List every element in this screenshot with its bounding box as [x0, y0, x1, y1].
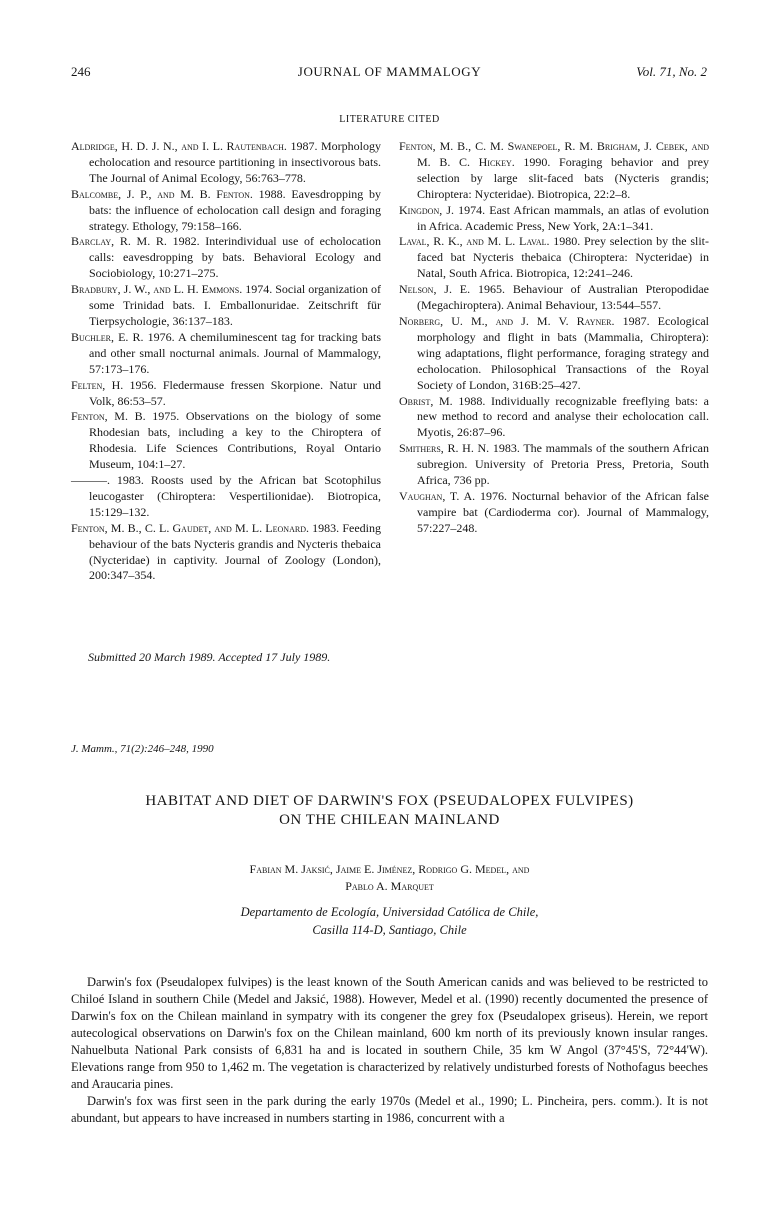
reference-authors: Felten, H.	[71, 377, 124, 392]
reference-text: 1956. Fledermause fressen Skorpione. Natur und Volk, 86:53–57.	[89, 377, 381, 408]
reference-text: 1983. The mammals of the southern African subregion. University of Pretoria Press, Pretoria, South Africa, 736 pp.	[417, 441, 710, 488]
reference-text: 1987. Morphology echolocation and resource partitioning in insectivorous bats. The Journal of Animal Ecology, 56:763–778.	[89, 139, 382, 185]
authors-line1: Fabian M. Jaksić, Jaime E. Jiménez, Rodrigo G. Medel, and	[249, 862, 530, 876]
reference-text: 1976. A chemiluminescent tag for tracking bats and other small nocturnal animals. Journal of Mammalogy, 57:173–176.	[89, 329, 381, 376]
reference-text: 1974. Social organization of some Trinidad bats. I. Emballonuridae. Zeitschrift für Tierpsychologie, 36:137–183.	[89, 282, 381, 328]
volume-info: Vol. 71, No. 2	[636, 64, 707, 79]
reference-authors: ———.	[71, 473, 110, 488]
article-affiliation	[0, 903, 779, 939]
article-citation: J. Mamm., 71(2):246–248, 1990	[71, 743, 214, 755]
article-body	[71, 974, 708, 1127]
reference-text: 1983. Feeding behaviour of the bats Nycteris grandis and Nycteris thebaica (Nycteridae) in captivity. Journal of Zoology (London), 200:347–354.	[89, 520, 381, 583]
reference-entry	[399, 282, 709, 314]
article-title-line2: ON THE CHILEAN MAINLAND	[279, 812, 500, 828]
reference-authors: Smithers, R. H. N.	[399, 441, 490, 456]
reference-authors: Nelson, J. E.	[399, 282, 471, 297]
literature-cited-heading: LITERATURE CITED	[339, 114, 440, 125]
journal-name: JOURNAL OF MAMMALOGY	[297, 64, 482, 79]
reference-text: 1980. Prey selection by the slit-faced bat Nycteris thebaica (Chiroptera: Nycteridae) in Natal, South Africa. Biotropica, 12:241–246.	[417, 234, 709, 281]
reference-text: 1974. East African mammals, an atlas of evolution in Africa. Academic Press, New York, 2A:1–341.	[417, 202, 709, 233]
reference-entry	[399, 394, 709, 442]
reference-text: 1988. Individually recognizable freeflying bats: a new method to record and analyse their echolocation call. Myotis, 26:87–96.	[417, 393, 709, 440]
reference-authors: Laval, R. K., and M. L. Laval.	[399, 234, 550, 249]
references-right-column	[399, 139, 709, 537]
reference-entry	[71, 187, 381, 235]
reference-entry	[399, 203, 709, 235]
reference-authors: Obrist, M.	[399, 393, 453, 408]
reference-text: 1976. Nocturnal behavior of the African false vampire bat (Cardioderma cor). Journal of Mammalogy, 57:227–248.	[417, 488, 709, 535]
article-title-line1: HABITAT AND DIET OF DARWIN'S FOX (PSEUDALOPEX FULVIPES)	[145, 793, 634, 809]
reference-entry	[71, 378, 381, 410]
affiliation-line1: Departamento de Ecología, Universidad Católica de Chile,	[240, 905, 539, 919]
reference-authors: Bradbury, J. W., and L. H. Emmons.	[71, 282, 243, 297]
article-authors	[0, 861, 779, 895]
reference-authors: Fenton, M. B., C. L. Gaudet, and M. L. Leonard.	[71, 520, 309, 535]
body-paragraph: Darwin's fox (Pseudalopex fulvipes) is the least known of the South American canids and was believed to be restricted to Chiloé Island in southern Chile (Medel and Jaksić, 1988). However, Medel et al. (1990) recently documented the presence of Darwin's fox on the Chilean mainland in sympatry with its congener the grey fox (Pseudalopex griseus). Herein, we report autecological observations on Darwin's fox on the Chilean mainland, 600 km north of its previously known insular ranges. Nahuelbuta National Park consists of 6,831 ha and is located in southern Chile, 35 km W Angol (37°45'S, 72°44'W). Elevations range from 950 to 1,462 m. The vegetation is characterized by relatively undisturbed forests of Nothofagus beeches and Araucaria pines.	[71, 975, 708, 1091]
authors-line2: Pablo A. Marquet	[345, 879, 434, 893]
reference-authors: Buchler, E. R.	[71, 329, 144, 344]
reference-entry	[71, 139, 381, 187]
reference-authors: Fenton, M. B.	[71, 409, 146, 424]
article-title	[0, 792, 779, 830]
affiliation-line2: Casilla 114-D, Santiago, Chile	[312, 923, 467, 937]
reference-text: 1988. Eavesdropping by bats: the influence of echolocation call design and foraging strategy. Ethology, 79:158–166.	[89, 186, 381, 233]
reference-authors: Norberg, U. M., and J. M. V. Rayner.	[399, 313, 615, 328]
reference-text: 1965. Behaviour of Australian Pteropodidae (Megachiroptera). Animal Behaviour, 13:544–557.	[417, 282, 709, 313]
reference-entry	[399, 314, 709, 394]
reference-entry	[71, 409, 381, 473]
reference-entry	[71, 521, 381, 585]
reference-text: 1982. Interindividual use of echolocation calls: eavesdropping by bats. Behavioral Ecology and Sociobiology, 10:271–275.	[89, 234, 381, 281]
reference-entry	[71, 330, 381, 378]
reference-authors: Barclay, R. M. R.	[71, 234, 167, 249]
reference-authors: Balcombe, J. P., and M. B. Fenton.	[71, 186, 253, 201]
reference-entry	[399, 234, 709, 282]
submission-note: Submitted 20 March 1989. Accepted 17 July 1989.	[88, 650, 331, 664]
reference-entry	[71, 234, 381, 282]
body-paragraph: Darwin's fox was first seen in the park during the early 1970s (Medel et al., 1990; L. Pincheira, pers. comm.). It is not abundant, but appears to have increased in numbers starting in 1986, concurrent with a	[71, 1094, 708, 1125]
reference-entry	[399, 489, 709, 537]
reference-text: 1987. Ecological morphology and flight in bats (Mammalia, Chiroptera): wing adaptations, flight performance, foraging strategy and echolocation. Philosophical Transactions of the Royal Society of London, 316B:25–427.	[417, 313, 709, 392]
reference-entry	[399, 441, 709, 489]
reference-authors: Vaughan, T. A.	[399, 488, 476, 503]
reference-authors: Aldridge, H. D. J. N., and I. L. Rautenbach.	[71, 139, 287, 153]
reference-entry	[71, 473, 381, 521]
references-left-column	[71, 139, 381, 584]
reference-text: 1975. Observations on the biology of some Rhodesian bats, including a key to the Chiroptera of Rhodesia. Life Sciences Contributions, Royal Ontario Museum, 104:1–27.	[89, 409, 381, 472]
reference-text: 1983. Roosts used by the African bat Scotophilus leucogaster (Chiroptera: Vespertilionidae). Biotropica, 15:129–132.	[89, 473, 381, 519]
page-number: 246	[71, 64, 91, 79]
reference-entry	[71, 282, 381, 330]
reference-authors: Fenton, M. B., C. M. Swanepoel, R. M. Brigham, J. Cebek, and M. B. C. Hickey.	[399, 139, 709, 169]
reference-text: 1990. Foraging behavior and prey selection by large slit-faced bats (Nycteris grandis; Chiroptera: Nycteridae). Biotropica, 22:2–8.	[417, 154, 709, 201]
reference-authors: Kingdon, J.	[399, 202, 455, 217]
reference-entry	[399, 139, 709, 203]
